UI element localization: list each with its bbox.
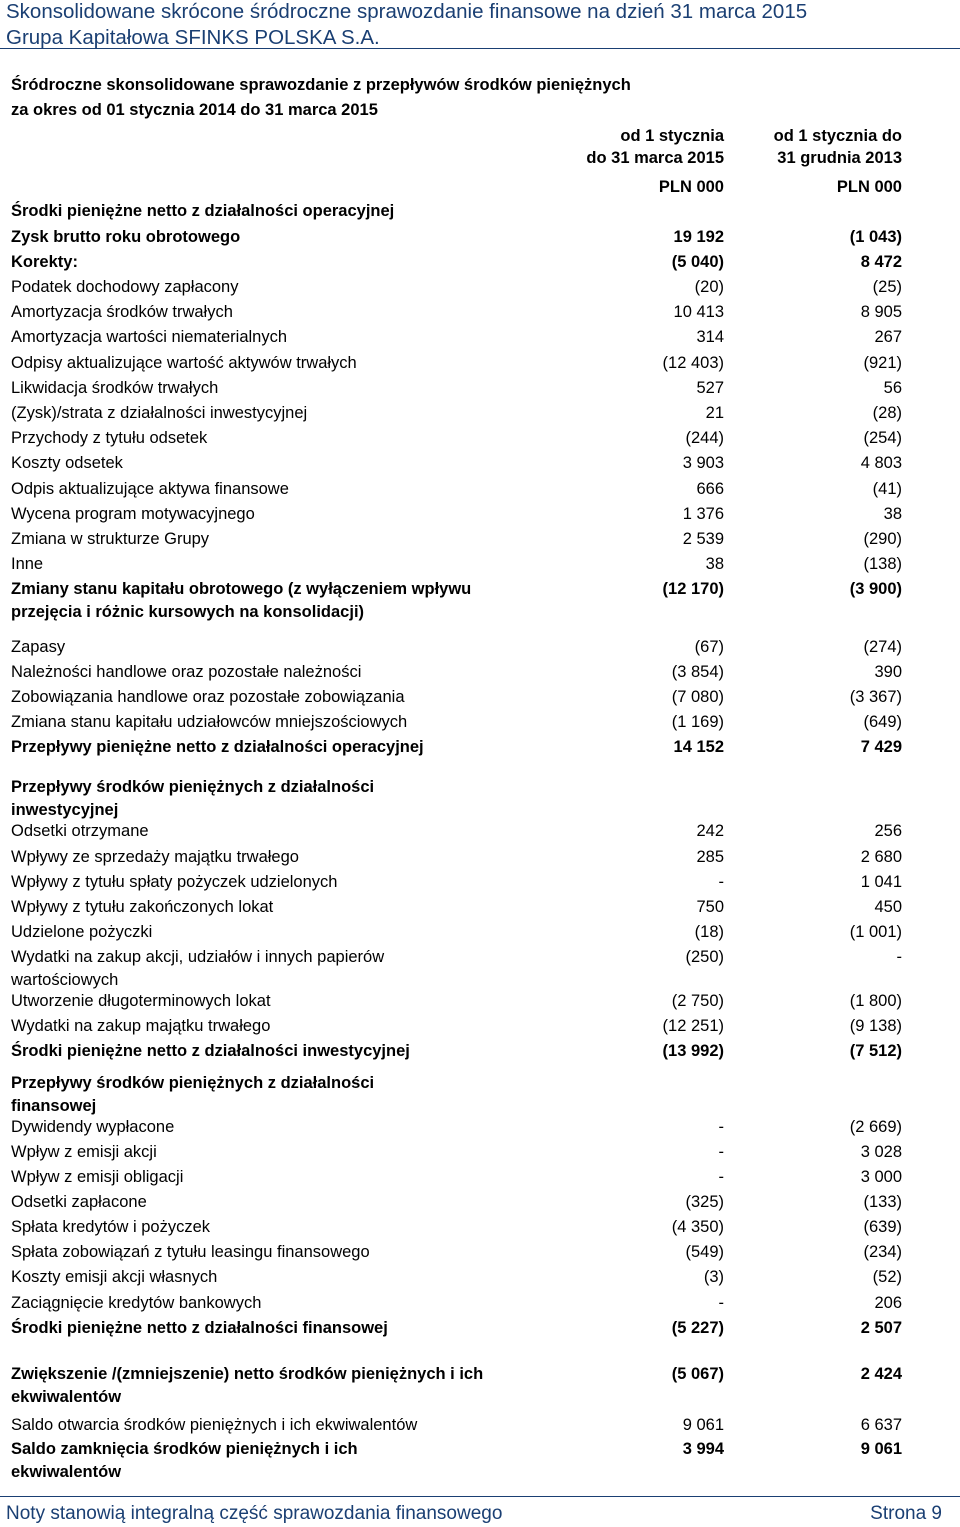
value-2015: (1 169): [671, 713, 724, 731]
value-2015: 19 192: [673, 228, 724, 246]
value-2013: 2 680: [860, 848, 902, 866]
row-label: Saldo otwarcia środków pieniężnych i ich ekwiwalentów: [11, 1416, 418, 1434]
value-2015: 2 539: [682, 530, 724, 548]
value-2015: (3): [703, 1268, 724, 1286]
value-2013: (234): [863, 1243, 902, 1261]
value-2013: 3 000: [860, 1168, 902, 1186]
row-label: Wpływ z emisji obligacji: [11, 1168, 184, 1186]
row-label: Odpisy aktualizujące wartość aktywów trwałych: [11, 354, 357, 372]
document-header-title: Skonsolidowane skrócone śródroczne sprawozdanie finansowe na dzień 31 marca 2015: [6, 0, 808, 23]
value-2013: (290): [863, 530, 902, 548]
value-2013: (138): [863, 555, 902, 573]
value-2013: (274): [863, 638, 902, 656]
value-2015: (7 080): [671, 688, 724, 706]
value-2015: (12 251): [662, 1017, 724, 1035]
row-label: Amortyzacja wartości niematerialnych: [11, 328, 288, 346]
value-2013: (639): [863, 1218, 902, 1236]
row-label: Odsetki zapłacone: [11, 1193, 147, 1211]
row-label: Należności handlowe oraz pozostałe należności: [11, 663, 362, 681]
column-header-2015-line1: od 1 stycznia: [620, 127, 724, 145]
footer-divider: [0, 1496, 960, 1497]
value-2015: (5 067): [671, 1365, 724, 1383]
value-2013: 6 637: [860, 1416, 902, 1434]
footer-note: Noty stanowią integralną część sprawozdania finansowego: [6, 1503, 503, 1524]
row-label: Przepływy pieniężne netto z działalności operacyjnej: [11, 738, 424, 756]
value-2015: (20): [694, 278, 724, 296]
row-label: Wydatki na zakup majątku trwałego: [11, 1017, 271, 1035]
row-label: Przepływy środków pieniężnych z działalności inwestycyjnej: [11, 778, 375, 819]
value-2015: 314: [696, 328, 724, 346]
value-2013: 450: [874, 898, 902, 916]
value-2013: (921): [863, 354, 902, 372]
value-2015: (67): [694, 638, 724, 656]
row-label: Zwiększenie /(zmniejszenie) netto środków pieniężnych i ich ekwiwalentów: [11, 1365, 484, 1406]
value-2015: (3 854): [671, 663, 724, 681]
value-2013: 38: [883, 505, 902, 523]
value-2015: 9 061: [682, 1416, 724, 1434]
value-2013: (1 800): [849, 992, 902, 1010]
value-2015: -: [718, 1143, 724, 1161]
document-header-company: Grupa Kapitałowa SFINKS POLSKA S.A.: [6, 26, 380, 49]
value-2013: 8 472: [860, 253, 902, 271]
row-label: Wycena program motywacyjnego: [11, 505, 255, 523]
value-2013: (3 367): [849, 688, 902, 706]
column-unit-2015: PLN 000: [658, 178, 724, 196]
row-label: Przychody z tytułu odsetek: [11, 429, 208, 447]
value-2013: -: [896, 948, 902, 966]
row-label: Wpływ z emisji akcji: [11, 1143, 157, 1161]
value-2013: 390: [874, 663, 902, 681]
header-divider: [0, 48, 960, 49]
row-label: Przepływy środków pieniężnych z działalności finansowej: [11, 1074, 375, 1115]
row-label: Wpływy z tytułu zakończonych lokat: [11, 898, 274, 916]
value-2013: 8 905: [860, 303, 902, 321]
value-2015: 21: [705, 404, 724, 422]
value-2015: (250): [685, 948, 724, 966]
value-2013: (9 138): [849, 1017, 902, 1035]
row-label: Koszty emisji akcji własnych: [11, 1268, 218, 1286]
value-2015: (4 350): [671, 1218, 724, 1236]
row-label: Koszty odsetek: [11, 454, 123, 472]
row-label: Zmiana w strukturze Grupy: [11, 530, 210, 548]
page-number: Strona 9: [870, 1503, 942, 1524]
value-2013: (7 512): [849, 1042, 902, 1060]
row-label: Dywidendy wypłacone: [11, 1118, 175, 1136]
value-2015: -: [718, 1294, 724, 1312]
row-label: Zysk brutto roku obrotowego: [11, 228, 241, 246]
row-label: Środki pieniężne netto z działalności finansowej: [11, 1319, 388, 1337]
value-2015: 10 413: [673, 303, 724, 321]
value-2015: 242: [696, 822, 724, 840]
value-2013: (649): [863, 713, 902, 731]
value-2015: (18): [694, 923, 724, 941]
value-2015: -: [718, 1168, 724, 1186]
value-2013: 3 028: [860, 1143, 902, 1161]
value-2013: 206: [874, 1294, 902, 1312]
value-2013: 7 429: [860, 738, 902, 756]
statement-period: za okres od 01 stycznia 2014 do 31 marca 2015: [11, 101, 378, 119]
value-2013: 56: [883, 379, 902, 397]
row-label: (Zysk)/strata z działalności inwestycyjnej: [11, 404, 308, 422]
value-2013: 1 041: [860, 873, 902, 891]
row-label: Odsetki otrzymane: [11, 822, 149, 840]
value-2013: (25): [872, 278, 902, 296]
value-2015: (549): [685, 1243, 724, 1261]
value-2013: (1 001): [849, 923, 902, 941]
value-2015: (13 992): [662, 1042, 724, 1060]
statement-title: Śródroczne skonsolidowane sprawozdanie z przepływów środków pieniężnych: [11, 76, 631, 94]
value-2015: 666: [696, 480, 724, 498]
value-2015: -: [718, 873, 724, 891]
value-2013: (1 043): [849, 228, 902, 246]
value-2015: (12 403): [662, 354, 724, 372]
row-label: Odpis aktualizujące aktywa finansowe: [11, 480, 289, 498]
row-label: Wydatki na zakup akcji, udziałów i innych papierów wartościowych: [11, 948, 385, 989]
row-label: Zapasy: [11, 638, 66, 656]
value-2015: 750: [696, 898, 724, 916]
value-2015: 3 994: [682, 1440, 724, 1458]
value-2013: (2 669): [849, 1118, 902, 1136]
value-2013: 267: [874, 328, 902, 346]
value-2013: (254): [863, 429, 902, 447]
row-label: Utworzenie długoterminowych lokat: [11, 992, 271, 1010]
value-2015: 38: [705, 555, 724, 573]
value-2015: (5 227): [671, 1319, 724, 1337]
value-2015: (12 170): [662, 580, 724, 598]
row-label: Korekty:: [11, 253, 78, 271]
value-2013: 2 507: [860, 1319, 902, 1337]
row-label: Wpływy ze sprzedaży majątku trwałego: [11, 848, 299, 866]
value-2015: 527: [696, 379, 724, 397]
row-label: Zaciągnięcie kredytów bankowych: [11, 1294, 262, 1312]
value-2013: (28): [872, 404, 902, 422]
value-2015: (244): [685, 429, 724, 447]
value-2015: 1 376: [682, 505, 724, 523]
row-label: Zmiana stanu kapitału udziałowców mniejszościowych: [11, 713, 408, 731]
value-2015: (5 040): [671, 253, 724, 271]
value-2013: (52): [872, 1268, 902, 1286]
value-2013: (3 900): [849, 580, 902, 598]
column-unit-2013: PLN 000: [836, 178, 902, 196]
row-label: Wpływy z tytułu spłaty pożyczek udzielonych: [11, 873, 338, 891]
value-2015: -: [718, 1118, 724, 1136]
value-2013: (133): [863, 1193, 902, 1211]
value-2013: (41): [872, 480, 902, 498]
row-label: Spłata zobowiązań z tytułu leasingu finansowego: [11, 1243, 370, 1261]
row-label: Zobowiązania handlowe oraz pozostałe zobowiązania: [11, 688, 405, 706]
row-label: Saldo zamknięcia środków pieniężnych i ich ekwiwalentów: [11, 1440, 358, 1481]
value-2015: 3 903: [682, 454, 724, 472]
value-2015: (2 750): [671, 992, 724, 1010]
value-2013: 9 061: [860, 1440, 902, 1458]
column-header-2015-line2: do 31 marca 2015: [586, 149, 724, 167]
value-2015: 14 152: [673, 738, 724, 756]
row-label: Amortyzacja środków trwałych: [11, 303, 233, 321]
row-label: Udzielone pożyczki: [11, 923, 153, 941]
row-label: Środki pieniężne netto z działalności inwestycyjnej: [11, 1042, 410, 1060]
row-label: Podatek dochodowy zapłacony: [11, 278, 239, 296]
column-header-2013-line2: 31 grudnia 2013: [777, 149, 902, 167]
row-label: Zmiany stanu kapitału obrotowego (z wyłączeniem wpływu przejęcia i różnic kursowych na konsolidacji): [11, 580, 472, 621]
row-label: Spłata kredytów i pożyczek: [11, 1218, 211, 1236]
row-label: Inne: [11, 555, 44, 573]
column-header-2013-line1: od 1 stycznia do: [773, 127, 902, 145]
value-2015: (325): [685, 1193, 724, 1211]
value-2015: 285: [696, 848, 724, 866]
row-label: Środki pieniężne netto z działalności operacyjnej: [11, 202, 395, 220]
value-2013: 4 803: [860, 454, 902, 472]
value-2013: 256: [874, 822, 902, 840]
value-2013: 2 424: [860, 1365, 902, 1383]
row-label: Likwidacja środków trwałych: [11, 379, 219, 397]
